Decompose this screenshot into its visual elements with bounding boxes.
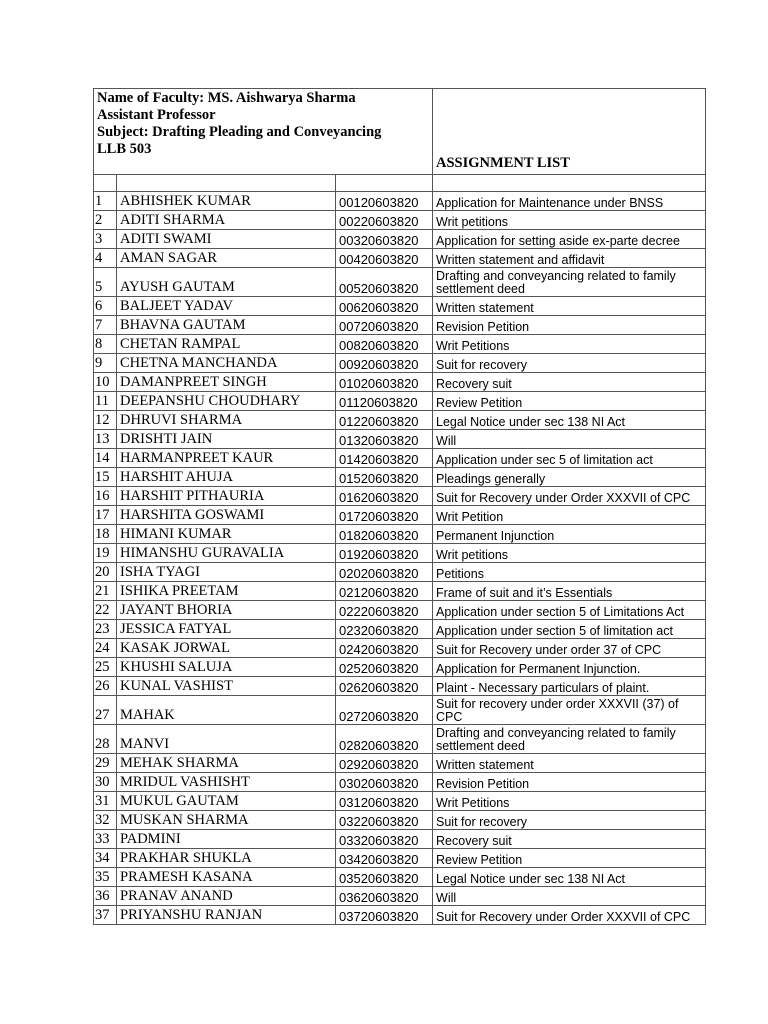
student-name: BALJEET YADAV bbox=[117, 297, 336, 316]
table-row bbox=[94, 792, 706, 811]
roll-number: 02120603820 bbox=[336, 582, 433, 601]
student-name: AMAN SAGAR bbox=[117, 249, 336, 268]
student-name: DRISHTI JAIN bbox=[117, 430, 336, 449]
table-row bbox=[94, 373, 706, 392]
row-number: 16 bbox=[94, 487, 117, 506]
table-row bbox=[94, 906, 706, 925]
assignment-topic: Application under sec 5 of limitation act bbox=[433, 449, 706, 468]
row-number: 2 bbox=[94, 211, 117, 230]
spacer-row bbox=[94, 175, 706, 192]
student-name: ABHISHEK KUMAR bbox=[117, 192, 336, 211]
assignment-topic: Plaint - Necessary particulars of plaint. bbox=[433, 677, 706, 696]
assignment-topic: Pleadings generally bbox=[433, 468, 706, 487]
roll-number: 03020603820 bbox=[336, 773, 433, 792]
table-row bbox=[94, 354, 706, 373]
student-name: PRIYANSHU RANJAN bbox=[117, 906, 336, 925]
roll-number: 02720603820 bbox=[336, 696, 433, 725]
roll-number: 00720603820 bbox=[336, 316, 433, 335]
row-number: 10 bbox=[94, 373, 117, 392]
student-name: KASAK JORWAL bbox=[117, 639, 336, 658]
assignment-topic: Application for setting aside ex-parte decree bbox=[433, 230, 706, 249]
assignment-topic: Petitions bbox=[433, 563, 706, 582]
assignment-topic: Legal Notice under sec 138 NI Act bbox=[433, 868, 706, 887]
row-number: 15 bbox=[94, 468, 117, 487]
table-row bbox=[94, 601, 706, 620]
roll-number: 00620603820 bbox=[336, 297, 433, 316]
assignment-topic: Revision Petition bbox=[433, 316, 706, 335]
assignment-topic: Suit for Recovery under Order XXXVII of CPC bbox=[433, 487, 706, 506]
row-number: 26 bbox=[94, 677, 117, 696]
roll-number: 01120603820 bbox=[336, 392, 433, 411]
row-number: 28 bbox=[94, 725, 117, 754]
roll-number: 01020603820 bbox=[336, 373, 433, 392]
row-number: 30 bbox=[94, 773, 117, 792]
student-name: KHUSHI SALUJA bbox=[117, 658, 336, 677]
student-name: MAHAK bbox=[117, 696, 336, 725]
student-name: ISHA TYAGI bbox=[117, 563, 336, 582]
row-number: 14 bbox=[94, 449, 117, 468]
student-name: AYUSH GAUTAM bbox=[117, 268, 336, 297]
roll-number: 02220603820 bbox=[336, 601, 433, 620]
roll-number: 00520603820 bbox=[336, 268, 433, 297]
row-number: 27 bbox=[94, 696, 117, 725]
assignment-topic: Written statement and affidavit bbox=[433, 249, 706, 268]
assignment-topic: Suit for recovery bbox=[433, 811, 706, 830]
assignment-topic: Written statement bbox=[433, 754, 706, 773]
table-row bbox=[94, 316, 706, 335]
table-row bbox=[94, 506, 706, 525]
roll-number: 00320603820 bbox=[336, 230, 433, 249]
row-number: 3 bbox=[94, 230, 117, 249]
row-number: 25 bbox=[94, 658, 117, 677]
faculty-info bbox=[94, 89, 433, 175]
assignment-topic: Application for Permanent Injunction. bbox=[433, 658, 706, 677]
row-number: 4 bbox=[94, 249, 117, 268]
student-name: DHRUVI SHARMA bbox=[117, 411, 336, 430]
student-name: MUSKAN SHARMA bbox=[117, 811, 336, 830]
table-row bbox=[94, 849, 706, 868]
assignment-topic: Written statement bbox=[433, 297, 706, 316]
student-name: MANVI bbox=[117, 725, 336, 754]
table-row bbox=[94, 725, 706, 754]
roll-number: 01720603820 bbox=[336, 506, 433, 525]
row-number: 29 bbox=[94, 754, 117, 773]
assignment-table bbox=[93, 88, 706, 925]
table-row bbox=[94, 411, 706, 430]
table-row bbox=[94, 430, 706, 449]
table-row bbox=[94, 639, 706, 658]
row-number: 34 bbox=[94, 849, 117, 868]
student-name: MRIDUL VASHISHT bbox=[117, 773, 336, 792]
row-number: 1 bbox=[94, 192, 117, 211]
assignment-topic: Drafting and conveyancing related to family settlement deed bbox=[433, 725, 706, 754]
row-number: 9 bbox=[94, 354, 117, 373]
assignment-topic: Legal Notice under sec 138 NI Act bbox=[433, 411, 706, 430]
assignment-topic: Writ petitions bbox=[433, 544, 706, 563]
assignment-topic: Suit for recovery under order XXXVII (37) of CPC bbox=[433, 696, 706, 725]
course-code: LLB 503 bbox=[97, 141, 152, 157]
student-name: CHETNA MANCHANDA bbox=[117, 354, 336, 373]
assignment-topic: Application under section 5 of Limitations Act bbox=[433, 601, 706, 620]
row-number: 17 bbox=[94, 506, 117, 525]
student-name: MEHAK SHARMA bbox=[117, 754, 336, 773]
student-name: PRANAV ANAND bbox=[117, 887, 336, 906]
row-number: 36 bbox=[94, 887, 117, 906]
roll-number: 03320603820 bbox=[336, 830, 433, 849]
row-number: 23 bbox=[94, 620, 117, 639]
student-name: ADITI SHARMA bbox=[117, 211, 336, 230]
table-row bbox=[94, 773, 706, 792]
assignment-topic: Writ Petition bbox=[433, 506, 706, 525]
assignment-topic: Recovery suit bbox=[433, 373, 706, 392]
assignment-topic: Application under section 5 of limitation act bbox=[433, 620, 706, 639]
roll-number: 02820603820 bbox=[336, 725, 433, 754]
table-row bbox=[94, 563, 706, 582]
assignment-topic: Will bbox=[433, 430, 706, 449]
table-row bbox=[94, 392, 706, 411]
roll-number: 02920603820 bbox=[336, 754, 433, 773]
list-title: ASSIGNMENT LIST bbox=[433, 89, 706, 175]
roll-number: 01220603820 bbox=[336, 411, 433, 430]
roll-number: 01620603820 bbox=[336, 487, 433, 506]
roll-number: 01420603820 bbox=[336, 449, 433, 468]
table-row bbox=[94, 249, 706, 268]
table-row bbox=[94, 335, 706, 354]
table-row bbox=[94, 468, 706, 487]
assignment-topic: Suit for Recovery under Order XXXVII of CPC bbox=[433, 906, 706, 925]
student-name: KUNAL VASHIST bbox=[117, 677, 336, 696]
table-row bbox=[94, 211, 706, 230]
assignment-topic: Recovery suit bbox=[433, 830, 706, 849]
row-number: 24 bbox=[94, 639, 117, 658]
table-row bbox=[94, 582, 706, 601]
table-row bbox=[94, 696, 706, 725]
row-number: 35 bbox=[94, 868, 117, 887]
student-name: JAYANT BHORIA bbox=[117, 601, 336, 620]
row-number: 8 bbox=[94, 335, 117, 354]
student-name: ADITI SWAMI bbox=[117, 230, 336, 249]
assignment-topic: Revision Petition bbox=[433, 773, 706, 792]
row-number: 13 bbox=[94, 430, 117, 449]
row-number: 6 bbox=[94, 297, 117, 316]
table-row bbox=[94, 658, 706, 677]
assignment-topic: Writ Petitions bbox=[433, 335, 706, 354]
assignment-topic: Will bbox=[433, 887, 706, 906]
table-row bbox=[94, 449, 706, 468]
student-name: HARSHIT AHUJA bbox=[117, 468, 336, 487]
student-name: HARSHITA GOSWAMI bbox=[117, 506, 336, 525]
row-number: 5 bbox=[94, 268, 117, 297]
row-number: 37 bbox=[94, 906, 117, 925]
roll-number: 02320603820 bbox=[336, 620, 433, 639]
roll-number: 03120603820 bbox=[336, 792, 433, 811]
table-row bbox=[94, 192, 706, 211]
assignment-topic: Writ petitions bbox=[433, 211, 706, 230]
assignment-topic: Application for Maintenance under BNSS bbox=[433, 192, 706, 211]
faculty-name: Name of Faculty: MS. Aishwarya Sharma bbox=[97, 90, 356, 106]
row-number: 12 bbox=[94, 411, 117, 430]
student-name: HIMANSHU GURAVALIA bbox=[117, 544, 336, 563]
student-name: DEEPANSHU CHOUDHARY bbox=[117, 392, 336, 411]
table-row bbox=[94, 754, 706, 773]
student-name: HIMANI KUMAR bbox=[117, 525, 336, 544]
table-row bbox=[94, 868, 706, 887]
assignment-topic: Suit for recovery bbox=[433, 354, 706, 373]
assignment-topic: Review Petition bbox=[433, 849, 706, 868]
row-number: 32 bbox=[94, 811, 117, 830]
student-name: DAMANPREET SINGH bbox=[117, 373, 336, 392]
table-row bbox=[94, 230, 706, 249]
faculty-designation: Assistant Professor bbox=[97, 107, 216, 123]
roll-number: 01320603820 bbox=[336, 430, 433, 449]
roll-number: 03520603820 bbox=[336, 868, 433, 887]
roll-number: 00220603820 bbox=[336, 211, 433, 230]
student-name: PADMINI bbox=[117, 830, 336, 849]
table-row bbox=[94, 620, 706, 639]
roll-number: 01920603820 bbox=[336, 544, 433, 563]
row-number: 7 bbox=[94, 316, 117, 335]
assignment-topic: Suit for Recovery under order 37 of CPC bbox=[433, 639, 706, 658]
assignment-topic: Drafting and conveyancing related to family settlement deed bbox=[433, 268, 706, 297]
row-number: 33 bbox=[94, 830, 117, 849]
table-row bbox=[94, 297, 706, 316]
roll-number: 02420603820 bbox=[336, 639, 433, 658]
student-name: PRAMESH KASANA bbox=[117, 868, 336, 887]
student-name: MUKUL GAUTAM bbox=[117, 792, 336, 811]
table-row bbox=[94, 677, 706, 696]
roll-number: 00120603820 bbox=[336, 192, 433, 211]
table-row bbox=[94, 811, 706, 830]
student-name: HARMANPREET KAUR bbox=[117, 449, 336, 468]
subject-title: Subject: Drafting Pleading and Conveyancing bbox=[97, 124, 382, 140]
student-name: CHETAN RAMPAL bbox=[117, 335, 336, 354]
student-name: PRAKHAR SHUKLA bbox=[117, 849, 336, 868]
table-row bbox=[94, 525, 706, 544]
roll-number: 00920603820 bbox=[336, 354, 433, 373]
assignment-topic: Review Petition bbox=[433, 392, 706, 411]
table-row bbox=[94, 544, 706, 563]
row-number: 22 bbox=[94, 601, 117, 620]
row-number: 31 bbox=[94, 792, 117, 811]
row-number: 20 bbox=[94, 563, 117, 582]
assignment-topic: Writ Petitions bbox=[433, 792, 706, 811]
row-number: 18 bbox=[94, 525, 117, 544]
assignment-topic: Permanent Injunction bbox=[433, 525, 706, 544]
row-number: 21 bbox=[94, 582, 117, 601]
roll-number: 02520603820 bbox=[336, 658, 433, 677]
table-row bbox=[94, 487, 706, 506]
table-row bbox=[94, 830, 706, 849]
roll-number: 02620603820 bbox=[336, 677, 433, 696]
roll-number: 03420603820 bbox=[336, 849, 433, 868]
header-row bbox=[94, 89, 706, 175]
roll-number: 01820603820 bbox=[336, 525, 433, 544]
roll-number: 02020603820 bbox=[336, 563, 433, 582]
table-row bbox=[94, 887, 706, 906]
assignment-topic: Frame of suit and it’s Essentials bbox=[433, 582, 706, 601]
student-name: BHAVNA GAUTAM bbox=[117, 316, 336, 335]
roll-number: 00420603820 bbox=[336, 249, 433, 268]
student-name: JESSICA FATYAL bbox=[117, 620, 336, 639]
student-name: ISHIKA PREETAM bbox=[117, 582, 336, 601]
roll-number: 01520603820 bbox=[336, 468, 433, 487]
student-name: HARSHIT PITHAURIA bbox=[117, 487, 336, 506]
roll-number: 03220603820 bbox=[336, 811, 433, 830]
table-row bbox=[94, 268, 706, 297]
roll-number: 00820603820 bbox=[336, 335, 433, 354]
row-number: 19 bbox=[94, 544, 117, 563]
roll-number: 03620603820 bbox=[336, 887, 433, 906]
row-number: 11 bbox=[94, 392, 117, 411]
roll-number: 03720603820 bbox=[336, 906, 433, 925]
